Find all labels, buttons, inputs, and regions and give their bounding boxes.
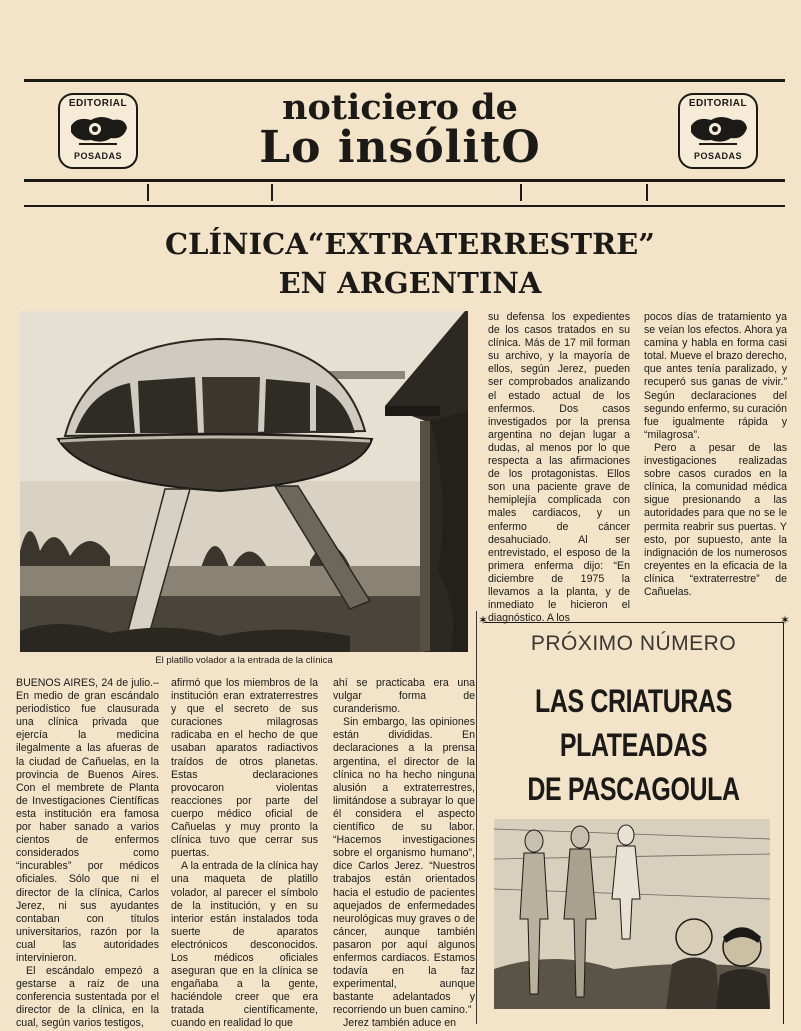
flying-saucer-image [20,311,468,652]
silver-creatures-illustration [494,819,770,1009]
article-headline-line-1: CLÍNICA“EXTRATERRESTRE” [165,227,655,261]
next-issue-title-line-3: DE PASCAGOULA [527,771,740,807]
article-paragraph: pocos días de tratamiento ya se veían los efectos. Ahora ya camina y habla en forma casi total. Mueve el brazo derecho, que antes tenía paralizado, y recuperó sus ganas de vivir.” Según declaraciones del segundo enfermo, su curación fue igualmente rápida y “milagrosa”. [644,311,787,441]
masthead-top-rule [24,79,785,82]
next-issue-box [478,613,790,1024]
article-column-3 [333,677,475,1030]
article-column-1 [16,677,159,1030]
star-ornament-icon: ✶ [779,613,790,627]
article-paragraph: El escándalo empezó a gestarse a raíz de una conferencia sustentada por el director de la clínica, en la cual, según varios testigos, [16,965,159,1030]
masthead-line-1: noticiero de [282,87,518,128]
masthead-line-2: Lo insólitO [259,122,541,173]
article-headline-line-2: EN ARGENTINA [278,266,542,300]
article-column-4 [488,311,630,625]
article-paragraph: A la entrada de la clínica hay una maqueta de platillo volador, al parecer el símbolo de la institución, y en su interior están instalados toda suerte de aparatos electrónicos desconocidos. Los médicos oficiales aseguran que en la clínica se engañaba a la gente, haciéndole creer que era tratada científicamente, cuando en realidad lo que [171,860,318,1030]
editorial-posadas-logo-right [677,92,759,170]
logo-text-bottom: POSADAS [693,151,742,161]
article-paragraph: su defensa los expedientes de los casos tratados en su clínica. Más de 17 mil forman su archivo, y la mayoría de ellos, según Jerez, pueden ser comprobados analizando el estado actual de los enfermos. Dos casos investigados por la prensa argentina no dejan lugar a dudas, al menos por lo que respecta a las afirmaciones de los protagonistas. Ellos son una paciente grave de hemiplejía complicada con males cardiacos, y un enfermo de cáncer desahuciado. Al ser entrevistado, el esposo de la primera enferma dijo: “En diciembre de 1975 la llevamos a la planta, y de inmediato le hicieron el diagnóstico. A los [488,311,630,625]
column-divider [476,611,477,1024]
next-issue-label: PRÓXIMO NÚMERO [530,632,737,655]
masthead-divider-tick [646,184,648,201]
logo-text-top: EDITORIAL [68,98,128,109]
article-column-5 [644,311,787,611]
article-column-2 [171,677,318,1030]
masthead-divider-tick [147,184,149,201]
next-issue-title-line-2: PLATEADAS [559,727,708,763]
article-paragraph: ahí se practicaba era una vulgar forma de curanderismo. [333,677,475,716]
article-paragraph: Sin embargo, las opiniones están divididas. En declaraciones a la prensa argentina, el director de la clínica no ha hecho ninguna alusión a extraterrestres, limitándose a subrayar lo que él considera el aspecto científico de su labor. “Hacemos investigaciones sobre el organismo humano”, dice Carlos Jerez. “Nuestros trabajos están orientados hacia el estudio de pacientes aquejados de enfermedades neurológicas muy graves o de cáncer, aunque también pasaron por aquí algunos enfermos cardiacos. Estamos todavía en la faz experimental, aunque bastante adelantados y recorriendo un buen camino.” [333,716,475,1017]
article-paragraph: Pero a pesar de las investigaciones realizadas sobre casos curados en la clínica, la comunidad médica sigue presionando a las autoridades para que no se le permita reabrir sus puertas. Y esto, por supuesto, ante la indignación de los numerosos creyentes en la eficacia de la clínica “extraterrestre” de Cañuelas. [644,441,787,598]
masthead-bottom-rule [24,205,785,207]
next-issue-title-line-1: LAS CRIATURAS [535,683,732,719]
masthead-divider-tick [520,184,522,201]
star-ornament-icon: ✶ [478,613,489,627]
masthead-divider-tick [271,184,273,201]
masthead-mid-rule [24,179,785,182]
editorial-posadas-logo-left [57,92,139,170]
flying-saucer-photo [20,311,468,652]
logo-text-bottom: POSADAS [73,151,122,161]
article-paragraph: BUENOS AIRES, 24 de julio.– En medio de gran escándalo periodístico fue clausurada una clínica privada que ejercía la medicina ilegalmente a las afueras de la ciudad de Cañuelas, en la provincia de Buenos Aires. Con el membrete de Planta de Investigaciones Científicas esta institución era famosa por haber sanado a varios cientos de enfermos considerados como “incurables” por médicos oficiales. Sólo que ni el director de la clínica, Carlos Jerez, ni sus ayudantes contaban con títulos universitarios, razón por la cual las autoridades intervinieron. [16,677,159,964]
creatures-drawing [494,819,770,1009]
article-paragraph: Jerez también aduce en [343,1017,457,1030]
photo-caption: El platillo volador a la entrada de la clínica [155,655,333,666]
article-paragraph: afirmó que los miembros de la institución eran extraterrestres y que el secreto de sus curaciones milagrosas radicaba en el hecho de que usaban aparatos radiactivos traídos de otros planetas. Estas declaraciones provocaron violentas reacciones por parte del cuerpo médico oficial de Cañuelas y muy pronto la clínica tuvo que cerrar sus puertas. [171,677,318,860]
logo-text-top: EDITORIAL [688,98,748,109]
